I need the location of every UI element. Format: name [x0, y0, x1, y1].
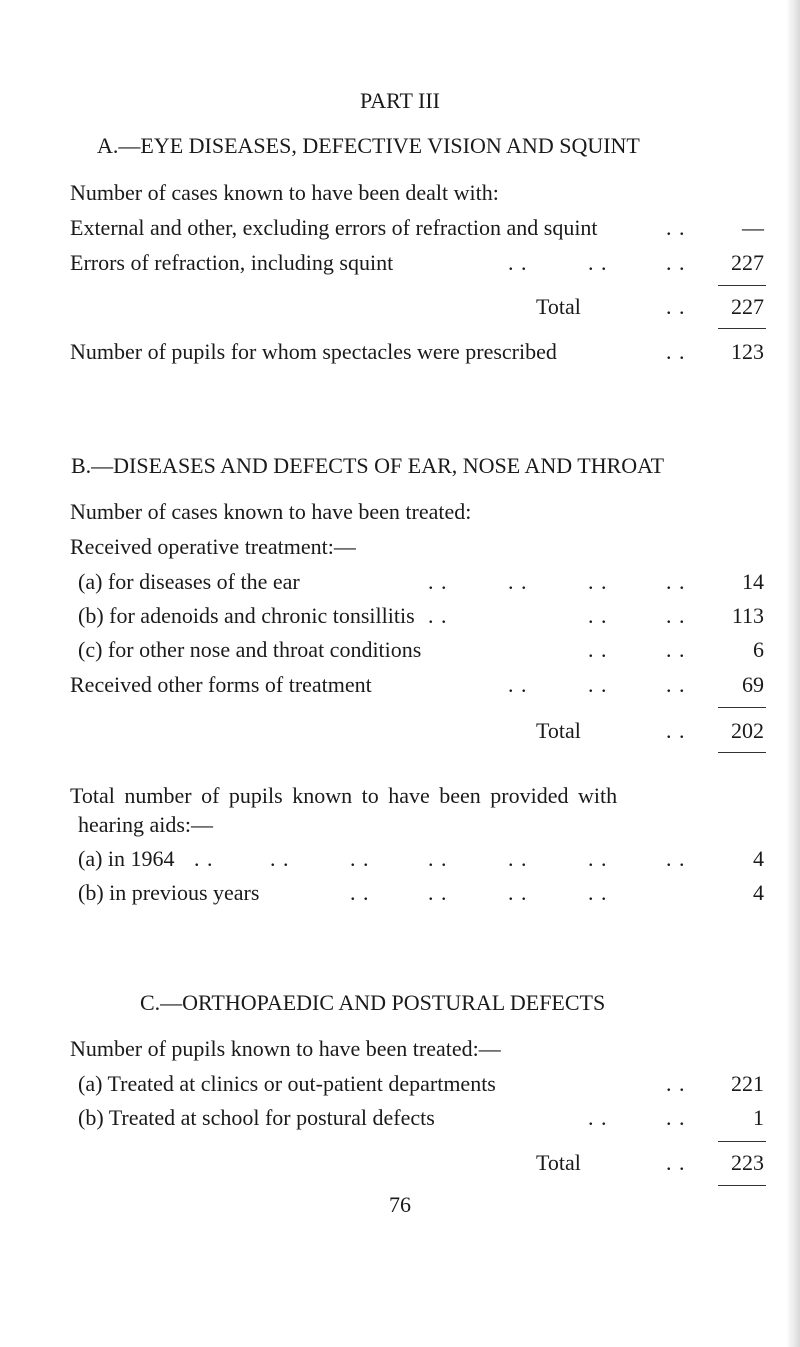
- row-external-label: External and other, excluding errors of refraction and squint: [70, 215, 598, 240]
- leader-dots: . .: [666, 637, 686, 662]
- leader-dots: . .: [508, 250, 528, 275]
- row-refraction-value: 227: [731, 250, 764, 275]
- section-c-intro: Number of pupils known to have been treated:—: [70, 1036, 501, 1061]
- part-title: PART III: [360, 88, 440, 113]
- leader-dots: . .: [428, 569, 448, 594]
- section-b-intro: Number of cases known to have been treated:: [70, 499, 472, 524]
- row-1964-value: 4: [753, 846, 764, 871]
- leader-dots: . .: [666, 569, 686, 594]
- leader-dots: . .: [194, 846, 214, 871]
- row-previous-years-value: 4: [753, 880, 764, 905]
- leader-dots: . .: [428, 603, 448, 628]
- leader-dots: . .: [588, 672, 608, 697]
- leader-dots: . .: [350, 846, 370, 871]
- row-adenoids-label: (b) for adenoids and chronic tonsillitis: [78, 603, 415, 628]
- leader-dots: . .: [588, 250, 608, 275]
- row-postural-label: (b) Treated at school for postural defects: [78, 1105, 435, 1130]
- section-a-total-value: 227: [731, 294, 764, 319]
- leader-dots: . .: [666, 603, 686, 628]
- section-a-total-label: Total: [536, 294, 581, 319]
- leader-dots: . .: [666, 672, 686, 697]
- total-rule: [718, 1141, 766, 1142]
- leader-dots: . .: [666, 1105, 686, 1130]
- row-postural-value: 1: [753, 1105, 764, 1130]
- leader-dots: . .: [666, 339, 686, 364]
- leader-dots: . .: [508, 672, 528, 697]
- row-ear-value: 14: [742, 569, 764, 594]
- leader-dots: . .: [588, 1105, 608, 1130]
- row-adenoids-value: 113: [731, 603, 764, 628]
- hearing-aids-line-2: hearing aids:—: [78, 812, 214, 837]
- section-c-heading: C.—ORTHOPAEDIC AND POSTURAL DEFECTS: [140, 990, 606, 1015]
- row-other-conditions-label: (c) for other nose and throat conditions: [78, 637, 422, 662]
- row-other-treatment-label: Received other forms of treatment: [70, 672, 372, 697]
- row-external-value: —: [742, 215, 764, 240]
- section-c-total-label: Total: [536, 1150, 581, 1175]
- leader-dots: . .: [588, 846, 608, 871]
- operative-treatment-label: Received operative treatment:—: [70, 534, 356, 559]
- row-clinics-value: 221: [731, 1071, 764, 1096]
- leader-dots: . .: [666, 1150, 686, 1175]
- total-rule: [718, 752, 766, 753]
- leader-dots: . .: [666, 846, 686, 871]
- leader-dots: . .: [350, 880, 370, 905]
- row-clinics-label: (a) Treated at clinics or out-patient departments: [78, 1071, 496, 1096]
- row-refraction-label: Errors of refraction, including squint: [70, 250, 394, 275]
- row-ear-label: (a) for diseases of the ear: [78, 569, 300, 594]
- total-rule: [718, 285, 766, 286]
- leader-dots: . .: [428, 880, 448, 905]
- leader-dots: . .: [428, 846, 448, 871]
- leader-dots: . .: [666, 1071, 686, 1096]
- leader-dots: . .: [588, 569, 608, 594]
- page-edge-shadow: [786, 0, 800, 1347]
- total-rule: [718, 707, 766, 708]
- section-b-total-label: Total: [536, 718, 581, 743]
- total-rule: [718, 1185, 766, 1186]
- leader-dots: . .: [270, 846, 290, 871]
- page-number: 76: [389, 1192, 411, 1217]
- leader-dots: . .: [666, 718, 686, 743]
- row-1964-label: (a) in 1964: [78, 846, 175, 871]
- hearing-aids-line-1: Total number of pupils known to have been provided with: [70, 783, 618, 808]
- row-other-treatment-value: 69: [742, 672, 764, 697]
- section-a-intro: Number of cases known to have been dealt with:: [70, 180, 499, 205]
- section-b-heading: B.—DISEASES AND DEFECTS OF EAR, NOSE AND THROAT: [71, 453, 665, 478]
- leader-dots: . .: [508, 569, 528, 594]
- section-c-total-value: 223: [731, 1150, 764, 1175]
- spectacles-value: 123: [731, 339, 764, 364]
- leader-dots: . .: [508, 846, 528, 871]
- row-other-conditions-value: 6: [753, 637, 764, 662]
- section-a-heading: A.—EYE DISEASES, DEFECTIVE VISION AND SQUINT: [97, 133, 640, 158]
- leader-dots: . .: [508, 880, 528, 905]
- leader-dots: . .: [588, 880, 608, 905]
- spectacles-label: Number of pupils for whom spectacles were prescribed: [70, 339, 557, 364]
- total-rule: [718, 328, 766, 329]
- leader-dots: . .: [666, 294, 686, 319]
- leader-dots: . .: [588, 603, 608, 628]
- leader-dots: . .: [666, 250, 686, 275]
- section-b-total-value: 202: [731, 718, 764, 743]
- leader-dots: . .: [666, 215, 686, 240]
- leader-dots: . .: [588, 637, 608, 662]
- row-previous-years-label: (b) in previous years: [78, 880, 260, 905]
